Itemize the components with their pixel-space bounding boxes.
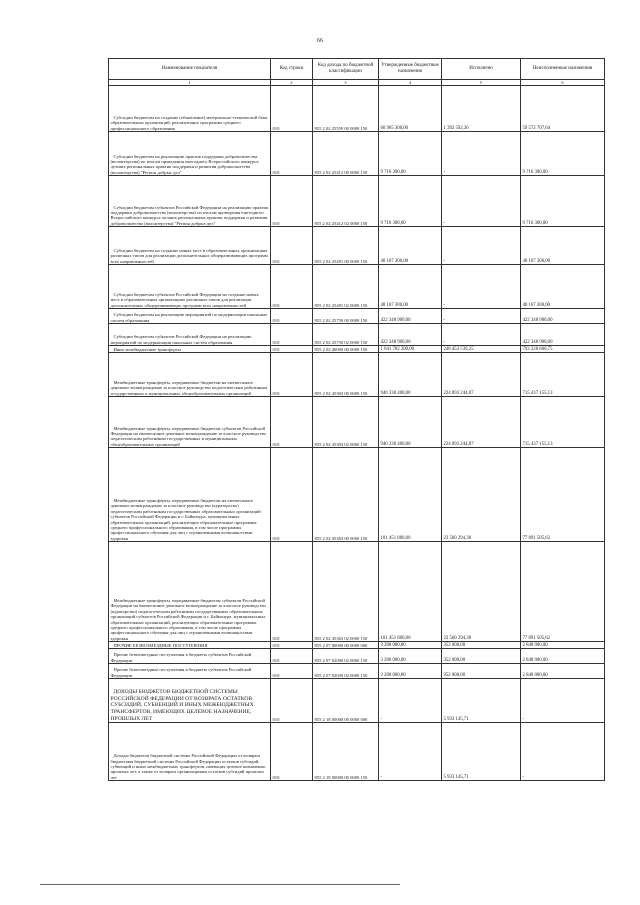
page-number: 66: [317, 38, 323, 44]
cell-approved: 940 330 400,00: [379, 353, 442, 397]
row-name-text: Межбюджетные трансферты, передаваемые бюджетам субъектов Российской Федерации на ежемесячное денежное вознаграждение за классное руководство (кураторство) педагогическим работникам государственных образовательных организаций субъектов Российской Федерации и г. Байконура, муниципальных образовательных организаций, реализующих образовательные программы среднего профессионального образования, в том числе программы профессионального обучения для лиц с ограниченными возможностями здоровья: [110, 597, 266, 641]
column-number: 5: [442, 80, 521, 86]
table-header-row: [109, 59, 605, 80]
cell-code: 010: [271, 86, 313, 132]
cell-name: [109, 448, 271, 542]
cell-unexecuted: 9 716 300,00: [521, 176, 605, 227]
column-number: 1: [109, 80, 271, 86]
cell-executed: 224 893 244,87: [442, 397, 521, 448]
cell-executed: 5 933 145,71: [442, 679, 521, 723]
table-row: [109, 346, 605, 353]
column-number: 3: [313, 80, 379, 86]
cell-unexecuted: 715 437 155,13: [521, 353, 605, 397]
cell-code: 010: [271, 176, 313, 227]
cell-name: [109, 227, 271, 265]
cell-executed: -: [442, 309, 521, 324]
row-name-text: Доходы бюджетов бюджетной системы Российской Федерации от возврата бюджетами бюджетной системы Российской Федерации остатков субсидий, субвенций и иных межбюджетных трансфертов, имеющих целевое назначение, прошлых лет, а также от возврата организациями остатков субсидий прошлых лет: [110, 753, 267, 780]
cell-name: [109, 324, 271, 346]
cell-kbk: 855 2 02 25750 00 0000 150: [313, 309, 379, 324]
header-name: Наименование показателя: [109, 59, 271, 80]
cell-kbk: 855 2 07 02000 02 0000 150: [313, 649, 379, 664]
cell-executed: 23 560 294,38: [442, 448, 521, 542]
cell-executed: 248 453 539,25: [442, 346, 521, 353]
row-name-text: Прочие безвозмездные поступления в бюджеты субъектов Российской Федерации: [110, 652, 252, 663]
footer-divider: [40, 884, 400, 885]
header-kbk: Код дохода по бюджетной классификации: [313, 59, 379, 80]
row-name-text: Межбюджетные трансферты, передаваемые бюджетам на ежемесячное денежное вознаграждение за классное руководство педагогическим работникам государственных и муниципальных общеобразовательных организаций: [110, 379, 268, 396]
header-approved: Утвержденные бюджетные назначения: [379, 59, 442, 80]
cell-executed: -: [442, 132, 521, 176]
cell-unexecuted: 40 167 300,00: [521, 265, 605, 309]
cell-code: 010: [271, 353, 313, 397]
row-name-text: ПРОЧИЕ БЕЗВОЗМЕЗДНЫЕ ПОСТУПЛЕНИЯ: [113, 642, 208, 648]
cell-kbk: 855 2 02 25491 00 0000 150: [313, 227, 379, 265]
cell-approved: -: [379, 723, 442, 781]
cell-approved: 1 041 782 200,00: [379, 346, 442, 353]
cell-unexecuted: 40 167 300,00: [521, 227, 605, 265]
table-row: [109, 265, 605, 309]
column-number: 6: [521, 80, 605, 86]
cell-unexecuted: 422 348 900,00: [521, 309, 605, 324]
table-row: [109, 723, 605, 781]
cell-unexecuted: -: [521, 723, 605, 781]
cell-name: [109, 397, 271, 448]
cell-code: 010: [271, 324, 313, 346]
cell-name: [109, 86, 271, 132]
table-row: [109, 324, 605, 346]
cell-approved: 3 200 000,00: [379, 649, 442, 664]
table-row: [109, 397, 605, 448]
cell-kbk: 855 2 18 00000 00 0000 000: [313, 679, 379, 723]
cell-approved: 3 200 000,00: [379, 642, 442, 649]
table-row: [109, 132, 605, 176]
cell-executed: -: [442, 265, 521, 309]
cell-kbk: 855 2 02 45363 00 0000 150: [313, 448, 379, 542]
cell-kbk: 855 2 02 25412 00 0000 150: [313, 132, 379, 176]
cell-name: [109, 309, 271, 324]
cell-unexecuted: 793 328 660,75: [521, 346, 605, 353]
cell-unexecuted: 422 348 900,00: [521, 324, 605, 346]
row-name-text: Субсидии бюджетам на создание новых мест в образовательных организациях различных типов для реализации дополнительных общеразвивающих программ всех направленностей: [110, 247, 268, 264]
table-row: [109, 664, 605, 679]
cell-code: 010: [271, 448, 313, 542]
row-name-text: Субсидии бюджетам субъектов Российской Федерации на создание новых мест в образовательных организациях различных типов для реализации дополнительных общеразвивающих программ всех направленностей: [110, 291, 259, 308]
cell-approved: 940 330 400,00: [379, 397, 442, 448]
cell-name: [109, 642, 271, 649]
cell-name: [109, 346, 271, 353]
cell-approved: 3 200 000,00: [379, 664, 442, 679]
cell-approved: 60 965 300,00: [379, 86, 442, 132]
cell-unexecuted: 2 848 000,00: [521, 642, 605, 649]
cell-approved: 40 167 300,00: [379, 227, 442, 265]
cell-unexecuted: 77 891 505,62: [521, 448, 605, 542]
cell-executed: 352 000,00: [442, 664, 521, 679]
cell-executed: -: [442, 324, 521, 346]
cell-kbk: 855 2 02 25750 02 0000 150: [313, 324, 379, 346]
cell-code: 010: [271, 679, 313, 723]
table-row: [109, 542, 605, 642]
cell-approved: -: [379, 679, 442, 723]
cell-unexecuted: -: [521, 679, 605, 723]
cell-name: [109, 353, 271, 397]
cell-executed: 352 000,00: [442, 649, 521, 664]
cell-executed: -: [442, 176, 521, 227]
row-name-text: Межбюджетные трансферты, передаваемые бюджетам субъектов Российской Федерации на ежемесячное денежное вознаграждение за классное руководство педагогическим работникам государственных и муниципальных общеобразовательных организаций: [110, 425, 266, 447]
table-row: [109, 679, 605, 723]
row-name-text: Иные межбюджетные трансферты: [113, 346, 181, 352]
row-name-text: Субсидии бюджетам на создание (обновление) материально-технической базы образовательных организаций, реализующих программы среднего профессионального образования: [110, 114, 268, 131]
cell-name: [109, 176, 271, 227]
cell-code: 010: [271, 664, 313, 679]
cell-unexecuted: 2 848 000,00: [521, 664, 605, 679]
cell-name: [109, 679, 271, 723]
cell-code: 010: [271, 227, 313, 265]
cell-executed: 23 560 294,38: [442, 542, 521, 642]
row-name-text: Субсидии бюджетам на реализацию мероприятий по модернизации школьных систем образования: [110, 312, 268, 323]
cell-name: [109, 265, 271, 309]
cell-unexecuted: 715 437 155,13: [521, 397, 605, 448]
cell-code: 010: [271, 649, 313, 664]
cell-approved: 101 451 800,00: [379, 542, 442, 642]
row-name-text: Субсидии бюджетам на реализацию практик поддержки добровольчества (волонтерства) по итогам проведения ежегодного Всероссийского конкурса лучших региональных практик поддержки и развития добровольчества (волонтерства) "Регион добрых дел": [110, 153, 259, 175]
table-row: [109, 353, 605, 397]
cell-code: 010: [271, 642, 313, 649]
row-name-text: Субсидии бюджетам субъектов Российской Федерации на реализацию практик поддержки добровольчества (волонтерства) по итогам проведения ежегодного Всероссийского конкурса лучших региональных практик поддержки и развития добровольчества (волонтерства) "Регион добрых дел": [110, 204, 269, 226]
column-number: 4: [379, 80, 442, 86]
cell-approved: 422 348 900,00: [379, 309, 442, 324]
cell-executed: 352 000,00: [442, 642, 521, 649]
table-row: [109, 649, 605, 664]
cell-code: 010: [271, 309, 313, 324]
cell-executed: -: [442, 227, 521, 265]
cell-unexecuted: 9 716 300,00: [521, 132, 605, 176]
cell-kbk: 855 2 18 00000 00 0000 150: [313, 723, 379, 781]
cell-name: [109, 723, 271, 781]
cell-unexecuted: 2 848 000,00: [521, 649, 605, 664]
cell-code: 010: [271, 265, 313, 309]
cell-executed: 224 893 244,87: [442, 353, 521, 397]
cell-kbk: 855 2 02 25412 02 0000 150: [313, 176, 379, 227]
cell-approved: 9 716 300,00: [379, 176, 442, 227]
cell-kbk: 855 2 02 40000 00 0000 150: [313, 346, 379, 353]
row-name-text: Межбюджетные трансферты, передаваемые бюджетам на ежемесячное денежное вознаграждение за классное руководство (кураторство) педагогическим работникам государственных образовательных организаций субъектов Российской Федерации и г. Байконура, муниципальных образовательных организаций, реализующих образовательные программы среднего профессионального образования, в том числе программы профессионального обучения для лиц с ограниченными возможностями здоровья: [110, 497, 261, 541]
table-row: [109, 642, 605, 649]
cell-code: 010: [271, 542, 313, 642]
income-report-table: [108, 58, 605, 781]
cell-executed: 1 392 592,36: [442, 86, 521, 132]
cell-code: 010: [271, 723, 313, 781]
cell-kbk: 855 2 02 45303 00 0000 150: [313, 353, 379, 397]
cell-kbk: 855 2 07 02030 02 0000 150: [313, 664, 379, 679]
cell-name: [109, 132, 271, 176]
table-row: [109, 448, 605, 542]
table-row: [109, 86, 605, 132]
table-row: [109, 227, 605, 265]
header-code: Код строки: [271, 59, 313, 80]
header-unexecuted: Неисполненные назначения: [521, 59, 605, 80]
cell-approved: 9 716 300,00: [379, 132, 442, 176]
row-name-text: ДОХОДЫ БЮДЖЕТОВ БЮДЖЕТНОЙ СИСТЕМЫ РОССИЙСКОЙ ФЕДЕРАЦИИ ОТ ВОЗВРАТА ОСТАТКОВ СУБСИДИЙ, СУБВЕНЦИЙ И ИНЫХ МЕЖБЮДЖЕТНЫХ ТРАНСФЕРТОВ, ИМЕЮЩИХ ЦЕЛЕВОЕ НАЗНАЧЕНИЕ, ПРОШЛЫХ ЛЕТ: [110, 689, 254, 722]
cell-kbk: 855 2 07 00000 00 0000 000: [313, 642, 379, 649]
table-row: [109, 176, 605, 227]
cell-kbk: 855 2 02 25559 00 0000 150: [313, 86, 379, 132]
cell-name: [109, 649, 271, 664]
row-name-text: Прочие безвозмездные поступления в бюджеты субъектов Российской Федерации: [110, 667, 252, 678]
cell-executed: 5 933 145,71: [442, 723, 521, 781]
column-number: 2: [271, 80, 313, 86]
cell-code: 010: [271, 132, 313, 176]
table-row: [109, 309, 605, 324]
cell-kbk: 855 2 02 45363 02 0000 150: [313, 542, 379, 642]
cell-unexecuted: 59 572 707,64: [521, 86, 605, 132]
cell-approved: 101 451 800,00: [379, 448, 442, 542]
cell-kbk: 855 2 02 25491 02 0000 150: [313, 265, 379, 309]
cell-code: 010: [271, 397, 313, 448]
cell-approved: 40 167 300,00: [379, 265, 442, 309]
cell-unexecuted: 77 891 505,62: [521, 542, 605, 642]
table-body: [109, 86, 605, 781]
header-executed: Исполнено: [442, 59, 521, 80]
cell-kbk: 855 2 02 45303 02 0000 150: [313, 397, 379, 448]
row-name-text: Субсидии бюджетам субъектов Российской Федерации на реализацию мероприятий по модернизации школьных систем образования: [110, 334, 252, 345]
cell-approved: 422 348 900,00: [379, 324, 442, 346]
cell-name: [109, 664, 271, 679]
cell-name: [109, 542, 271, 642]
cell-code: 010: [271, 346, 313, 353]
